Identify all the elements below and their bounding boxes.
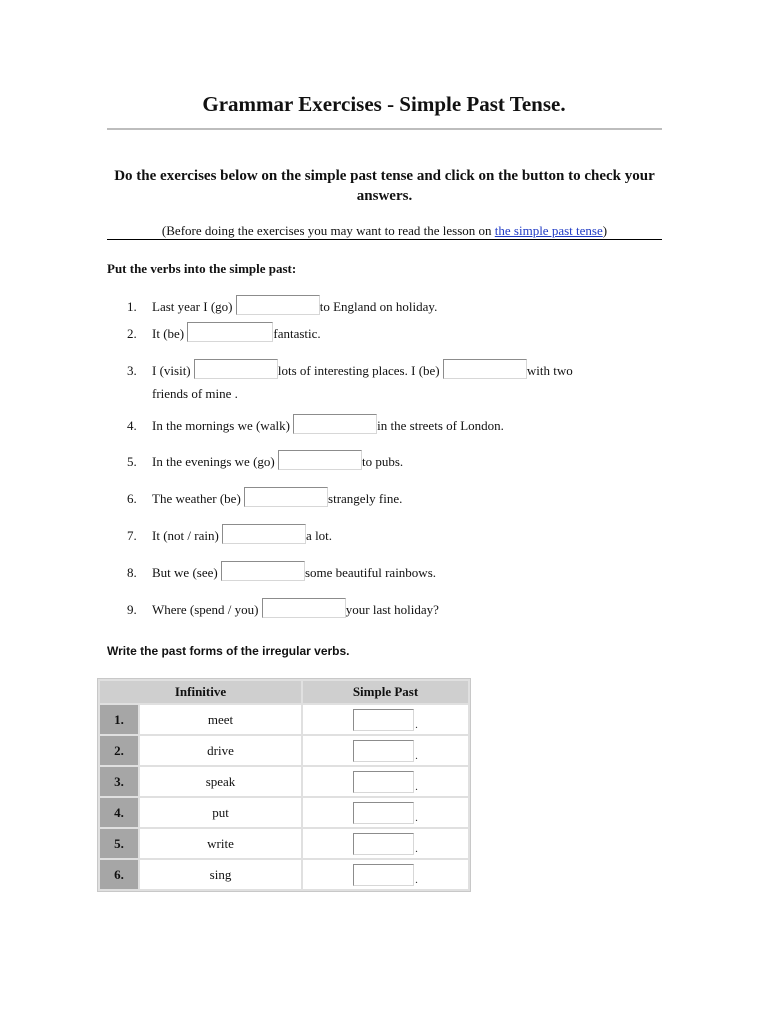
lesson-note: [107, 223, 662, 239]
past-form-input[interactable]: [353, 709, 414, 731]
row-number: 3.: [100, 767, 138, 796]
item-text: It (be): [152, 326, 185, 341]
table-row: [100, 705, 468, 734]
trailing-dot: .: [415, 749, 418, 762]
trailing-dot: .: [415, 842, 418, 855]
item-text: strangely fine.: [328, 491, 403, 506]
item-text: But we (see): [152, 565, 218, 580]
item-text: In the mornings we (walk): [152, 418, 290, 433]
simple-past-cell: [303, 736, 468, 765]
past-form-input[interactable]: [353, 740, 414, 762]
item-text: Last year I (go): [152, 299, 233, 314]
item-number: 6.: [127, 491, 137, 506]
answer-input[interactable]: [236, 295, 320, 315]
exercise-item: [127, 359, 573, 379]
exercise-item: [127, 561, 436, 581]
item-text: I (visit): [152, 363, 191, 378]
simple-past-cell: [303, 860, 468, 889]
item-text: lots of interesting places. I (be): [277, 363, 440, 378]
infinitive-cell: drive: [140, 736, 301, 765]
infinitive-cell: sing: [140, 860, 301, 889]
column-header-infinitive: Infinitive: [100, 681, 301, 703]
answer-input[interactable]: [293, 414, 377, 434]
item-text: to England on holiday.: [319, 299, 438, 314]
answer-input[interactable]: [194, 359, 278, 379]
item-text: In the evenings we (go): [152, 454, 275, 469]
answer-input[interactable]: [278, 450, 362, 470]
item-text: The weather (be): [152, 491, 241, 506]
answer-input[interactable]: [244, 487, 328, 507]
item-text: some beautiful rainbows.: [304, 565, 437, 580]
item-number: 8.: [127, 565, 137, 580]
exercise-item: [127, 450, 403, 470]
intro-text: Do the exercises below on the simple past tense and click on the button to check your answers.: [114, 168, 655, 204]
answer-input[interactable]: [262, 598, 346, 618]
exercise-item: [127, 487, 402, 507]
page-title: Grammar Exercises - Simple Past Tense.: [202, 92, 566, 116]
item-text-wrap: friends of mine .: [152, 386, 238, 401]
answer-input[interactable]: [222, 524, 306, 544]
infinitive-cell: meet: [140, 705, 301, 734]
item-text: your last holiday?: [345, 602, 439, 617]
row-number: 5.: [100, 829, 138, 858]
item-text: fantastic.: [273, 326, 321, 341]
exercise-item: [127, 524, 332, 544]
table-row: [100, 767, 468, 796]
exercise-item: [127, 295, 437, 315]
simple-past-cell: [303, 705, 468, 734]
irregular-verbs-table: [97, 678, 471, 892]
item-text: Where (spend / you): [152, 602, 259, 617]
trailing-dot: .: [415, 811, 418, 824]
exercise-item: [127, 414, 504, 434]
table-row: [100, 736, 468, 765]
trailing-dot: .: [415, 718, 418, 731]
section2-heading: Write the past forms of the irregular verbs.: [107, 644, 350, 658]
title-divider: [107, 128, 662, 130]
item-text: It (not / rain): [152, 528, 219, 543]
past-form-input[interactable]: [353, 771, 414, 793]
item-number: 5.: [127, 454, 137, 469]
item-number: 3.: [127, 363, 137, 378]
row-number: 4.: [100, 798, 138, 827]
item-text: a lot.: [306, 528, 333, 543]
infinitive-cell: write: [140, 829, 301, 858]
answer-input[interactable]: [443, 359, 527, 379]
table-row: [100, 798, 468, 827]
section1-heading: Put the verbs into the simple past:: [107, 261, 297, 276]
item-number: 2.: [127, 326, 137, 341]
trailing-dot: .: [415, 780, 418, 793]
infinitive-cell: speak: [140, 767, 301, 796]
row-number: 2.: [100, 736, 138, 765]
past-form-input[interactable]: [353, 833, 414, 855]
item-number: 4.: [127, 418, 137, 433]
infinitive-cell: put: [140, 798, 301, 827]
simple-past-cell: [303, 767, 468, 796]
item-text: in the streets of London.: [377, 418, 504, 433]
simple-past-cell: [303, 798, 468, 827]
past-form-input[interactable]: [353, 864, 414, 886]
lesson-note-before: (Before doing the exercises you may want to read the lesson on: [161, 223, 495, 238]
item-text: to pubs.: [362, 454, 404, 469]
item-number: 1.: [127, 299, 137, 314]
trailing-dot: .: [415, 873, 418, 886]
note-divider: [107, 239, 662, 240]
item-number: 9.: [127, 602, 137, 617]
lesson-link[interactable]: the simple past tense: [494, 223, 603, 238]
item-number: 7.: [127, 528, 137, 543]
row-number: 1.: [100, 705, 138, 734]
past-form-input[interactable]: [353, 802, 414, 824]
row-number: 6.: [100, 860, 138, 889]
simple-past-cell: [303, 829, 468, 858]
lesson-note-after: ): [602, 223, 608, 238]
table-row: [100, 860, 468, 889]
item-text: with two: [526, 363, 573, 378]
answer-input[interactable]: [187, 322, 273, 342]
table-row: [100, 829, 468, 858]
exercise-item: [127, 598, 439, 618]
column-header-simple-past: Simple Past: [303, 681, 468, 703]
answer-input[interactable]: [221, 561, 305, 581]
exercise-item: [127, 322, 321, 342]
